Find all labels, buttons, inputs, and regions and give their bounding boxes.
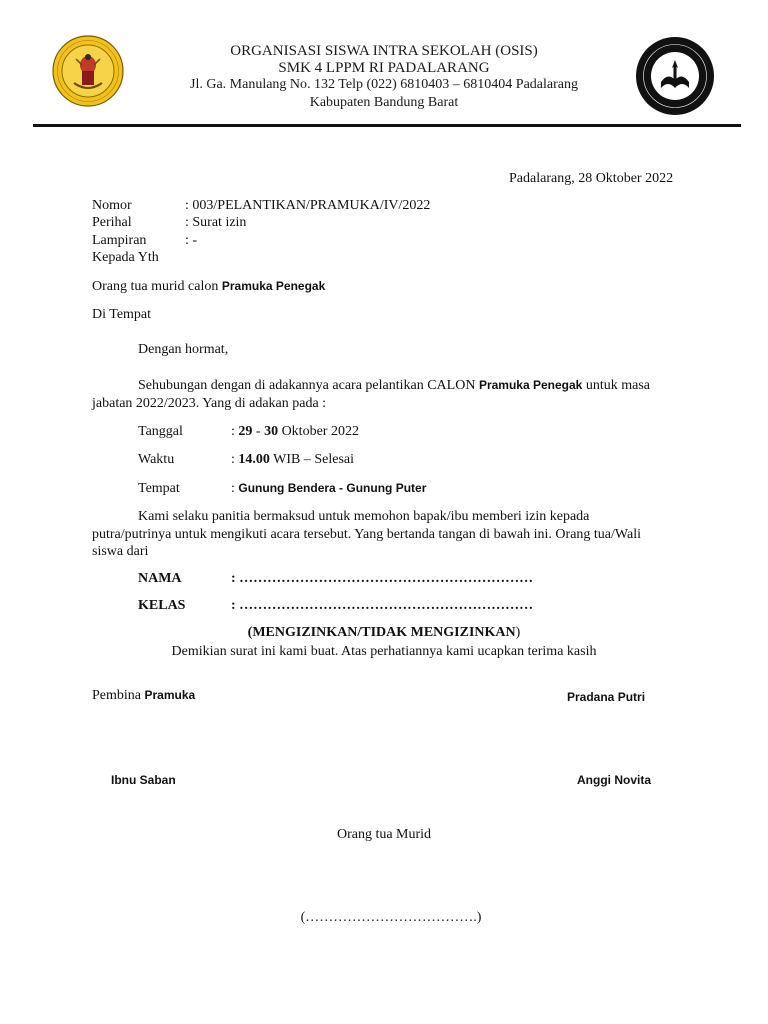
body-line-2: putra/putrinya untuk mengikuti acara tersebut. Yang bertanda tangan di bawah ini. Orang tua/Wali	[92, 527, 641, 542]
tanggal-sep: -	[252, 424, 265, 439]
form-fill-nama: : ………………………………………………………	[231, 571, 534, 586]
org-name: ORGANISASI SISWA INTRA SEKOLAH (OSIS)	[230, 43, 538, 59]
tanggal-day-2: 30	[264, 424, 279, 439]
body-line-3: siswa dari	[92, 544, 149, 559]
intro-bold: Pramuka Penegak	[478, 378, 583, 392]
school-regency: Kabupaten Bandung Barat	[309, 95, 459, 110]
tanggal-colon: :	[231, 424, 239, 439]
waktu-colon: :	[231, 452, 239, 467]
signature-parent-title: Orang tua Murid	[336, 827, 432, 842]
detail-value-tempat	[231, 481, 426, 497]
meta-value-lampiran: : -	[185, 233, 198, 248]
recipient-line	[92, 279, 325, 295]
permission-choice	[0, 625, 768, 641]
permission-choice-close: )	[515, 625, 521, 640]
detail-label-waktu: Waktu	[138, 452, 175, 467]
detail-value-tanggal	[231, 424, 359, 440]
tempat-colon: :	[231, 481, 239, 496]
meta-label-lampiran: Lampiran	[92, 233, 147, 248]
detail-value-waktu	[231, 452, 354, 468]
waktu-rest: WIB – Selesai	[269, 452, 355, 467]
osis-emblem-icon	[635, 36, 715, 116]
signature-left-title-prefix: Pembina	[92, 688, 145, 703]
place-date: Padalarang, 28 Oktober 2022	[509, 171, 674, 186]
recipient-prefix: Orang tua murid calon	[92, 279, 222, 294]
detail-label-tempat: Tempat	[138, 481, 180, 496]
intro-suffix: untuk masa	[582, 378, 650, 393]
waktu-time: 14.00	[238, 452, 270, 467]
signature-parent-blank: (……………………………….)	[300, 910, 482, 925]
meta-label-nomor: Nomor	[92, 198, 132, 213]
tanggal-day-1: 29	[238, 424, 253, 439]
intro-prefix: Sehubungan dengan di adakannya acara pelantikan CALON	[138, 378, 479, 393]
greeting: Dengan hormat,	[138, 342, 229, 357]
permission-choice-text: (MENGIZINKAN/TIDAK MENGIZINKAN	[247, 625, 516, 640]
tempat-value: Gunung Bendera - Gunung Puter	[238, 481, 427, 495]
school-name: SMK 4 LPPM RI PADALARANG	[278, 60, 490, 76]
meta-value-perihal: : Surat izin	[185, 215, 247, 230]
osis-logo	[635, 36, 715, 116]
intro-line-2: jabatan 2022/2023. Yang di adakan pada :	[92, 396, 327, 411]
signature-right-title: Pradana Putri	[567, 690, 646, 704]
closing-line: Demikian surat ini kami buat. Atas perhatiannya kami ucapkan terima kasih	[171, 644, 597, 659]
form-fill-kelas: : ………………………………………………………	[231, 598, 534, 613]
body-line-1: Kami selaku panitia bermaksud untuk memohon bapak/ibu memberi izin kepada	[138, 509, 590, 524]
school-address: Jl. Ga. Manulang No. 132 Telp (022) 6810403 – 6810404 Padalarang	[190, 77, 578, 92]
kepada-yth: Kepada Yth	[92, 250, 159, 265]
di-tempat: Di Tempat	[92, 307, 152, 322]
letterhead-divider	[33, 124, 741, 127]
meta-value-nomor: : 003/PELANTIKAN/PRAMUKA/IV/2022	[185, 198, 431, 213]
signature-left-name: Ibnu Saban	[111, 773, 176, 787]
tanggal-rest: Oktober 2022	[278, 424, 359, 439]
meta-label-perihal: Perihal	[92, 215, 132, 230]
intro-line-1	[138, 378, 650, 394]
signature-left-title	[92, 688, 195, 704]
recipient-bold: Pramuka Penegak	[221, 279, 326, 293]
detail-label-tanggal: Tanggal	[138, 424, 183, 439]
signature-left-title-bold: Pramuka	[144, 688, 196, 702]
signature-right-name: Anggi Novita	[577, 773, 651, 787]
form-label-kelas: KELAS	[138, 598, 186, 613]
form-label-nama: NAMA	[138, 571, 182, 586]
